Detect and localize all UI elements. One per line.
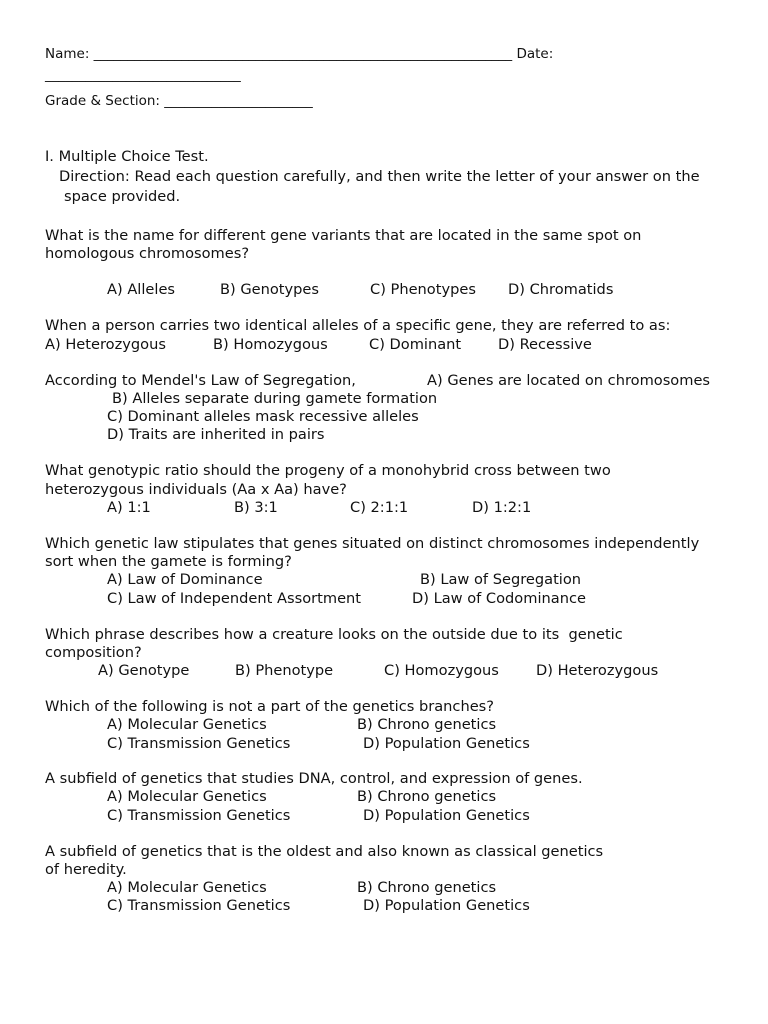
question-2-option: B) Homozygous: [213, 336, 328, 353]
question-8-option: B) Chrono genetics: [357, 788, 497, 805]
question-6-text: Which phrase describes how a creature looks on the outside due to its genetic: [45, 626, 623, 643]
question-5-text: sort when the gamete is forming?: [45, 553, 292, 570]
question-5-option: D) Law of Codominance: [412, 590, 586, 607]
question-4-text: heterozygous individuals (Aa x Aa) have?: [45, 481, 347, 498]
question-1-text: homologous chromosomes?: [45, 245, 250, 262]
direction-line-1: Direction: Read each question carefully, and then write the letter of your answer on the: [59, 168, 700, 185]
question-2-option: A) Heterozygous: [45, 336, 166, 353]
grade-section-line: Grade & Section: ______________________: [45, 93, 313, 109]
question-9-option: A) Molecular Genetics: [107, 879, 267, 896]
question-9-option: B) Chrono genetics: [357, 879, 497, 896]
question-9-option: D) Population Genetics: [363, 897, 530, 914]
question-6-option: A) Genotype: [98, 662, 190, 679]
question-8-option: D) Population Genetics: [363, 807, 530, 824]
section-title: I. Multiple Choice Test.: [45, 148, 209, 165]
question-6-option: C) Homozygous: [384, 662, 499, 679]
question-2-option: D) Recessive: [498, 336, 592, 353]
question-5-option: B) Law of Segregation: [420, 571, 582, 588]
question-1-option: D) Chromatids: [508, 281, 614, 298]
question-8-option: A) Molecular Genetics: [107, 788, 267, 805]
question-7-text: Which of the following is not a part of the genetics branches?: [45, 698, 495, 715]
question-7-option: A) Molecular Genetics: [107, 716, 267, 733]
date-blank-line: _____________________________: [45, 67, 241, 83]
question-6-text: composition?: [45, 644, 142, 661]
question-4-option: A) 1:1: [107, 499, 151, 516]
question-5-text: Which genetic law stipulates that genes situated on distinct chromosomes independently: [45, 535, 700, 552]
question-9-text: of heredity.: [45, 861, 127, 878]
question-4-option: D) 1:2:1: [472, 499, 532, 516]
question-7-option: B) Chrono genetics: [357, 716, 497, 733]
question-9-option: C) Transmission Genetics: [107, 897, 291, 914]
question-6-option: B) Phenotype: [235, 662, 334, 679]
question-4-option: B) 3:1: [234, 499, 278, 516]
question-6-option: D) Heterozygous: [536, 662, 659, 679]
question-4-text: What genotypic ratio should the progeny of a monohybrid cross between two: [45, 462, 611, 479]
question-3-option: D) Traits are inherited in pairs: [107, 426, 325, 443]
question-7-option: C) Transmission Genetics: [107, 735, 291, 752]
question-9-text: A subfield of genetics that is the oldest and also known as classical genetics: [45, 843, 604, 860]
question-3-option: A) Genes are located on chromosomes: [427, 372, 711, 389]
question-7-option: D) Population Genetics: [363, 735, 530, 752]
question-3-option: B) Alleles separate during gamete formation: [112, 390, 438, 407]
question-2-text: When a person carries two identical alleles of a specific gene, they are referred to as:: [45, 317, 671, 334]
question-5-option: A) Law of Dominance: [107, 571, 263, 588]
question-8-option: C) Transmission Genetics: [107, 807, 291, 824]
direction-line-2: space provided.: [64, 188, 181, 205]
question-8-text: A subfield of genetics that studies DNA, control, and expression of genes.: [45, 770, 583, 787]
question-1-text: What is the name for different gene variants that are located in the same spot on: [45, 227, 642, 244]
question-5-option: C) Law of Independent Assortment: [107, 590, 362, 607]
question-1-option: B) Genotypes: [220, 281, 320, 298]
question-3-option: C) Dominant alleles mask recessive alleles: [107, 408, 419, 425]
question-2-option: C) Dominant: [369, 336, 462, 353]
question-3-text: According to Mendel's Law of Segregation,: [45, 372, 356, 389]
question-1-option: C) Phenotypes: [370, 281, 476, 298]
name-date-line: Name: ______________________________________________________________ Date:: [45, 46, 554, 62]
question-4-option: C) 2:1:1: [350, 499, 409, 516]
question-1-option: A) Alleles: [107, 281, 176, 298]
